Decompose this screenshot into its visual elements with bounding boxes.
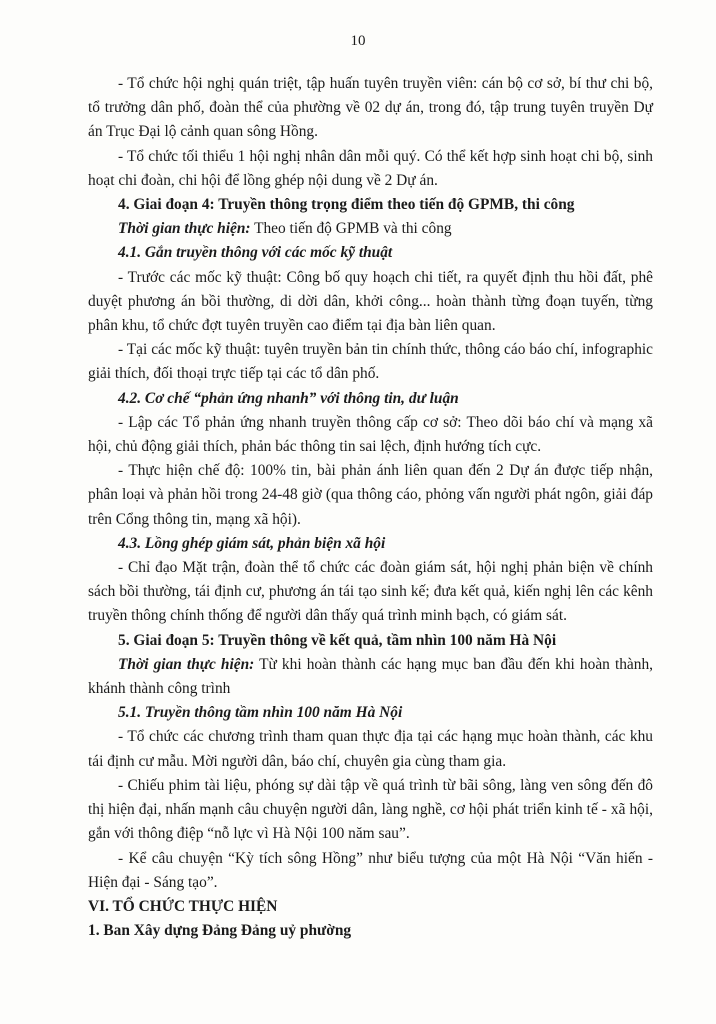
paragraph: - Trước các mốc kỹ thuật: Công bố quy hoạch chi tiết, ra quyết định thu hồi đất, phê duyệt phương án bồi thường, di dời dân, khởi công... hoàn thành từng đoạn tuyến, từng phân khu, tổ chức đợt tuyên truyền cao điểm tại địa bàn liên quan. [88, 268, 653, 335]
timeline-label: Thời gian thực hiện: [118, 655, 255, 673]
paragraph: - Tại các mốc kỹ thuật: tuyên truyền bản tin chính thức, thông cáo báo chí, infographic giải thích, đối thoại trực tiếp tại các tổ dân phố. [88, 341, 653, 383]
timeline-line [88, 217, 653, 241]
timeline-value: Từ khi hoàn thành các hạng mục ban đầu đến khi hoàn thành, khánh thành công trình [88, 655, 653, 698]
subsection-heading: 4.3. Lồng ghép giám sát, phản biện xã hội [118, 534, 386, 552]
paragraph: - Lập các Tổ phản ứng nhanh truyền thông cấp cơ sở: Theo dõi báo chí và mạng xã hội, chủ động giải thích, phản bác thông tin sai lệch, định hướng tích cực. [88, 413, 653, 456]
section-heading-stage-4: 4. Giai đoạn 4: Truyền thông trọng điểm theo tiến độ GPMB, thi công [118, 196, 575, 214]
paragraph: - Chiếu phim tài liệu, phóng sự dài tập về quá trình từ bãi sông, làng ven sông đến đô thị hiện đại, nhấn mạnh câu chuyện người dân, làng nghề, cơ hội phát triển kinh tế - xã hội, gắn với thông điệp “nỗ lực vì Hà Nội 100 năm sau”. [88, 776, 653, 843]
timeline-label: Thời gian thực hiện: [118, 220, 251, 238]
chapter-subheading: 1. Ban Xây dựng Đảng Đảng uỷ phường [88, 922, 352, 940]
paragraph: - Tổ chức hội nghị quán triệt, tập huấn tuyên truyền viên: cán bộ cơ sở, bí thư chi bộ, tổ trưởng dân phố, đoàn thể của phường về 02 dự án, trong đó, tập trung tuyên truyền Dự án Trục Đại lộ cảnh quan sông Hồng. [88, 75, 653, 141]
subsection-heading: 4.2. Cơ chế “phản ứng nhanh” với thông tin, dư luận [118, 389, 459, 407]
document-body [88, 72, 653, 943]
paragraph: - Kể câu chuyện “Kỳ tích sông Hồng” như biểu tượng của một Hà Nội “Văn hiến - Hiện đại - Sáng tạo”. [88, 849, 653, 891]
page-number: 10 [350, 33, 366, 49]
paragraph: - Thực hiện chế độ: 100% tin, bài phản ánh liên quan đến 2 Dự án được tiếp nhận, phân loại và phản hồi trong 24-48 giờ (qua thông cáo, phỏng vấn người phát ngôn, giải đáp trên Cổng thông tin, mạng xã hội). [88, 462, 653, 528]
paragraph: - Tổ chức tối thiểu 1 hội nghị nhân dân mỗi quý. Có thể kết hợp sinh hoạt chi bộ, sinh hoạt chi đoàn, chi hội để lồng ghép nội dung về 2 Dự án. [88, 147, 653, 189]
subsection-heading: 4.1. Gắn truyền thông với các mốc kỹ thuật [118, 244, 393, 262]
subsection-heading: 5.1. Truyền thông tầm nhìn 100 năm Hà Nội [118, 704, 403, 722]
paragraph: - Chỉ đạo Mặt trận, đoàn thể tổ chức các đoàn giám sát, hội nghị phản biện về chính sách bồi thường, tái định cư, phương án tái tạo sinh kế; đưa kết quả, kiến nghị lên các kênh truyền thông chính thống để người dân thấy quá trình minh bạch, có giám sát. [88, 559, 653, 625]
timeline-value: Theo tiến độ GPMB và thi công [250, 220, 452, 238]
paragraph: - Tổ chức các chương trình tham quan thực địa tại các hạng mục hoàn thành, các khu tái định cư mẫu. Mời người dân, báo chí, chuyên gia cùng tham gia. [88, 728, 653, 770]
timeline-line [88, 653, 653, 701]
chapter-heading: VI. TỔ CHỨC THỰC HIỆN [88, 897, 278, 915]
section-heading-stage-5: 5. Giai đoạn 5: Truyền thông về kết quả, tầm nhìn 100 năm Hà Nội [118, 631, 557, 649]
